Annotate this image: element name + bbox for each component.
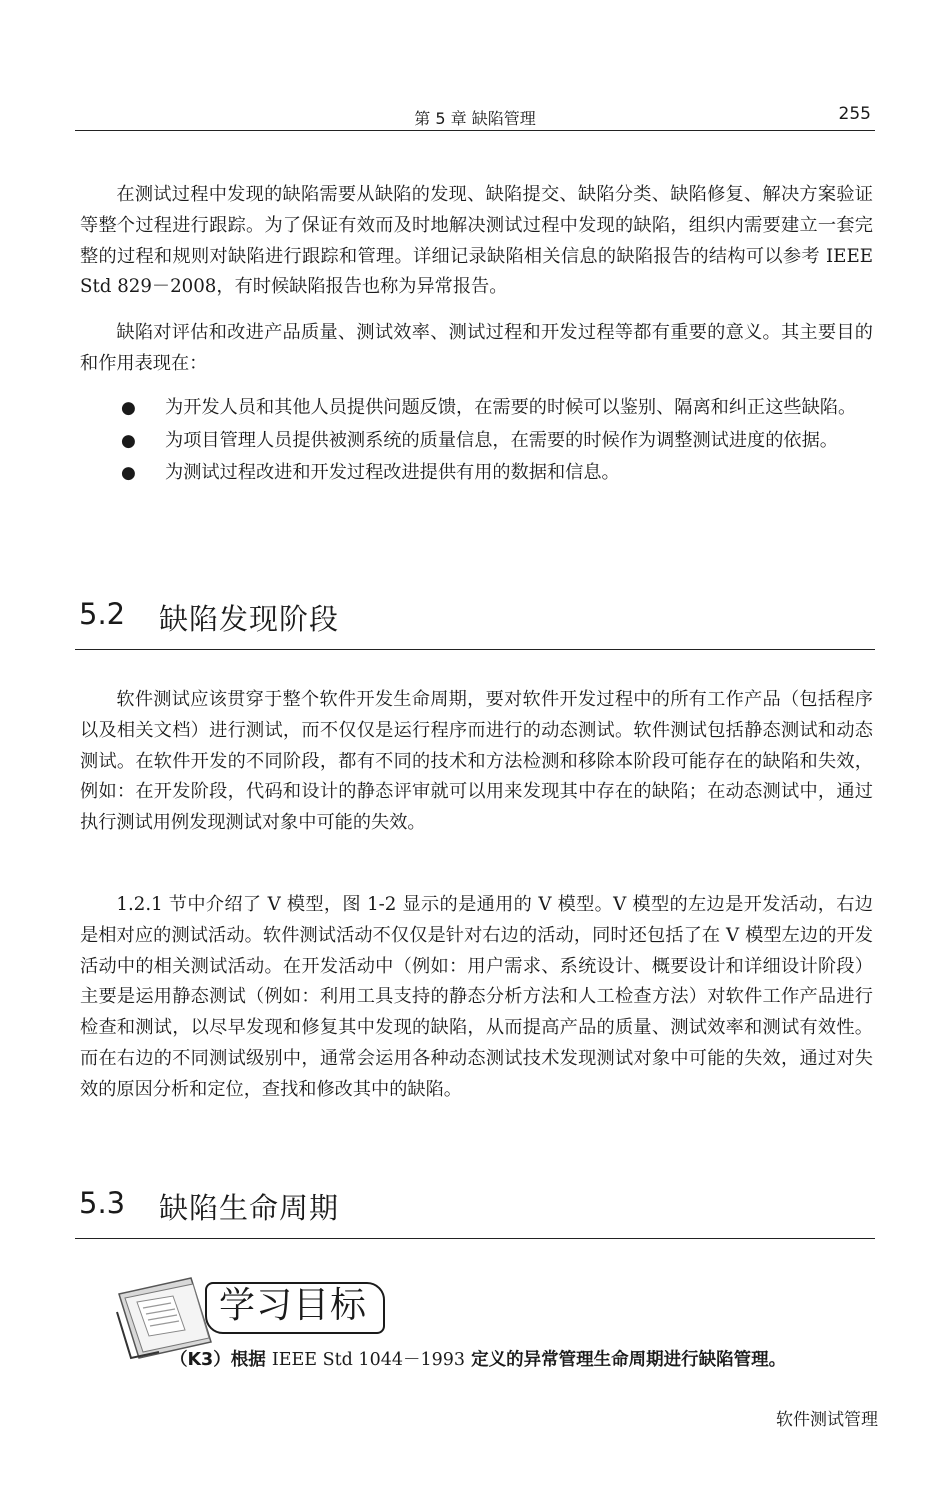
intro-paragraph-2: 缺陷对评估和改进产品质量、测试效率、测试过程和开发过程等都有重要的意义。其主要目的和作用表现在： <box>80 322 873 374</box>
list-item: ● 为测试过程改进和开发过程改进提供有用的数据和信息。 <box>80 458 873 489</box>
section-heading-5-2 <box>75 597 875 650</box>
learning-objective-text: （K3）根据 IEEE Std 1044－1993 定义的异常管理生命周期进行缺陷管理。 <box>170 1350 787 1370</box>
page-header <box>75 106 875 131</box>
section-heading-5-3 <box>75 1186 875 1239</box>
page-number: 255 <box>838 104 871 124</box>
section-number: 5.3 <box>79 1186 126 1220</box>
list-item: ● 为项目管理人员提供被测系统的质量信息，在需要的时候作为调整测试进度的依据。 <box>80 426 873 457</box>
bullet-dot-icon: ● <box>121 398 136 418</box>
bullet-dot-icon: ● <box>121 430 136 451</box>
bullet-dot-icon: ● <box>121 463 136 483</box>
section-5-2-paragraph-2: 1.2.1 节中介绍了 V 模型，图 1-2 显示的是通用的 V 模型。V 模型的左边是开发活动，右边是相对应的测试活动。软件测试活动不仅仅是针对右边的活动，同时还包括了在 V 模型左边的开发活动中的相关测试活动。在开发活动中（例如：用户需求、系统设计、概要设计和详细设计阶段）主要是运用静态测试（例如：利用工具支持的静态分析方法和人工检查方法）对软件工作产品进行检查和测试，以尽早发现和修复其中发现的缺陷，从而提高产品的质量、测试效率和测试有效性。而在右边的不同测试级别中，通常会运用各种动态测试技术发现测试对象中可能的失效，通过对失效的原因分析和定位，查找和修改其中的缺陷。 <box>80 894 873 1100</box>
purpose-list <box>80 393 873 491</box>
intro-paragraph-1: 在测试过程中发现的缺陷需要从缺陷的发现、缺陷提交、缺陷分类、缺陷修复、解决方案验证等整个过程进行跟踪。为了保证有效而及时地解决测试过程中发现的缺陷，组织内需要建立一套完整的过程和规则对缺陷进行跟踪和管理。详细记录缺陷相关信息的缺陷报告的结构可以参考 IEEE Std 829－2008，有时候缺陷报告也称为异常报告。 <box>80 184 873 298</box>
chapter-title: 第 5 章 缺陷管理 <box>414 109 536 128</box>
section-title: 缺陷发现阶段 <box>159 602 340 636</box>
list-item: ● 为开发人员和其他人员提供问题反馈，在需要的时候可以鉴别、隔离和纠正这些缺陷。 <box>80 393 873 424</box>
section-title: 缺陷生命周期 <box>159 1191 340 1225</box>
book-title-footer: 软件测试管理 <box>776 1410 878 1430</box>
learning-objective-heading: 学习目标 <box>205 1282 385 1334</box>
section-5-2-paragraph-1: 软件测试应该贯穿于整个软件开发生命周期，要对软件开发过程中的所有工作产品（包括程序以及相关文档）进行测试，而不仅仅是运行程序而进行的动态测试。软件测试包括静态测试和动态测试。在软件开发的不同阶段，都有不同的技术和方法检测和移除本阶段可能存在的缺陷和失效，例如：在开发阶段，代码和设计的静态评审就可以用来发现其中存在的缺陷；在动态测试中，通过执行测试用例发现测试对象中可能的失效。 <box>80 689 873 834</box>
section-number: 5.2 <box>79 597 126 631</box>
